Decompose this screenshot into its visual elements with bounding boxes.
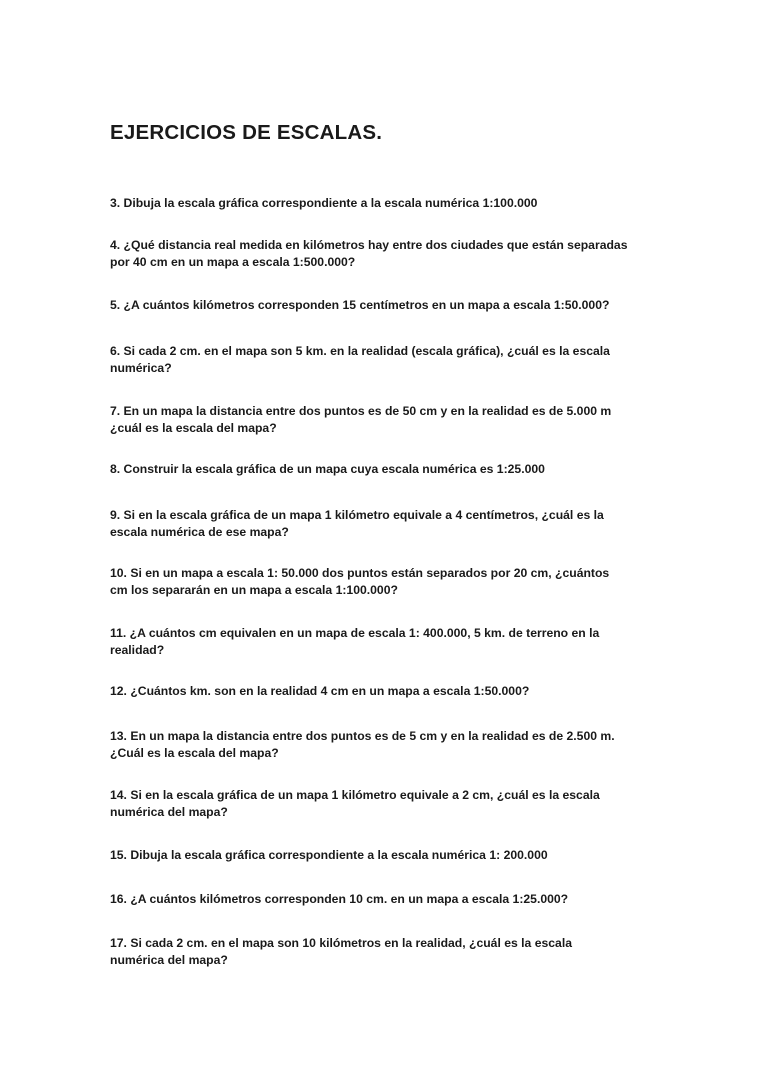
question-10: 10. Si en un mapa a escala 1: 50.000 dos puntos están separados por 20 cm, ¿cuántos cm los separarán en un mapa a escala 1:100.000? <box>110 566 610 597</box>
question-8: 8. Construir la escala gráfica de un mapa cuya escala numérica es 1:25.000 <box>110 462 545 476</box>
question-15: 15. Dibuja la escala gráfica correspondiente a la escala numérica 1: 200.000 <box>110 848 548 862</box>
question-7: 7. En un mapa la distancia entre dos puntos es de 50 cm y en la realidad es de 5.000 m ¿cuál es la escala del mapa? <box>110 404 612 435</box>
question-16: 16. ¿A cuántos kilómetros corresponden 10 cm. en un mapa a escala 1:25.000? <box>110 892 569 906</box>
question-4: 4. ¿Qué distancia real medida en kilómetros hay entre dos ciudades que están separadas por 40 cm en un mapa a escala 1:500.000? <box>110 238 628 269</box>
question-9: 9. Si en la escala gráfica de un mapa 1 kilómetro equivale a 4 centímetros, ¿cuál es la escala numérica de ese mapa? <box>110 508 604 539</box>
question-14: 14. Si en la escala gráfica de un mapa 1 kilómetro equivale a 2 cm, ¿cuál es la escala numérica del mapa? <box>110 788 600 819</box>
question-13: 13. En un mapa la distancia entre dos puntos es de 5 cm y en la realidad es de 2.500 m. ¿Cuál es la escala del mapa? <box>110 729 615 760</box>
question-11: 11. ¿A cuántos cm equivalen en un mapa de escala 1: 400.000, 5 km. de terreno en la realidad? <box>110 626 600 657</box>
question-3: 3. Dibuja la escala gráfica correspondiente a la escala numérica 1:100.000 <box>110 196 538 210</box>
question-12: 12. ¿Cuántos km. son en la realidad 4 cm en un mapa a escala 1:50.000? <box>110 684 530 698</box>
question-17: 17. Si cada 2 cm. en el mapa son 10 kilómetros en la realidad, ¿cuál es la escala numérica del mapa? <box>110 936 573 967</box>
question-5: 5. ¿A cuántos kilómetros corresponden 15 centímetros en un mapa a escala 1:50.000? <box>110 298 610 312</box>
question-6: 6. Si cada 2 cm. en el mapa son 5 km. en la realidad (escala gráfica), ¿cuál es la escala numérica? <box>110 344 610 375</box>
document-title: EJERCICIOS DE ESCALAS. <box>110 121 383 144</box>
